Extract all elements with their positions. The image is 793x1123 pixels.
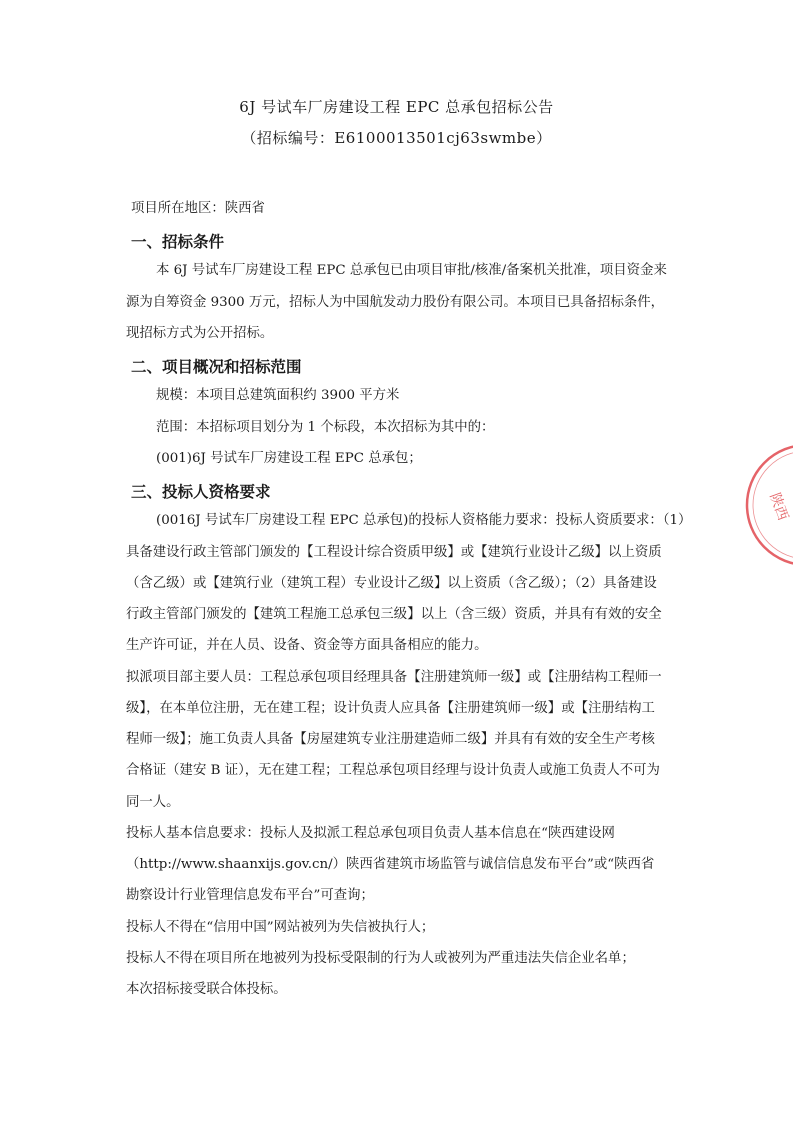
- bid-number: （招标编号：E6100013501cj63swmbe）: [241, 129, 552, 147]
- paragraph-line: 范围：本招标项目划分为 1 个标段，本次招标为其中的：: [156, 420, 495, 435]
- paragraph-line: 同一人。: [126, 795, 180, 810]
- document-title: 6J 号试车厂房建设工程 EPC 总承包招标公告: [239, 98, 554, 116]
- section-heading-conditions: 一、招标条件: [131, 233, 225, 251]
- paragraph-line: 规模：本项目总建筑面积约 3900 平方米: [156, 388, 400, 403]
- paragraph-line: 勘察设计行业管理信息发布平台”可查询；: [126, 888, 374, 903]
- project-region: 项目所在地区：陕西省: [131, 201, 265, 216]
- paragraph-line: 本次招标接受联合体投标。: [126, 982, 287, 997]
- section-heading-overview: 二、项目概况和招标范围: [131, 358, 302, 376]
- section-heading-qualifications: 三、投标人资格要求: [131, 483, 271, 501]
- paragraph-line: (001)6J 号试车厂房建设工程 EPC 总承包；: [156, 451, 422, 466]
- paragraph-line: （http://www.shaanxijs.gov.cn/）陕西省建筑市场监管与诚信信息发布平台”或“陕西省: [126, 857, 655, 872]
- paragraph-line: (0016J 号试车厂房建设工程 EPC 总承包)的投标人资格能力要求：投标人资质要求：（1）: [156, 513, 692, 528]
- paragraph-line: 投标人基本信息要求：投标人及拟派工程总承包项目负责人基本信息在“陕西建设网: [126, 826, 615, 841]
- paragraph-line: 程师一级】；施工负责人具备【房屋建筑专业注册建造师二级】并具有有效的安全生产考核: [126, 732, 655, 747]
- paragraph-line: 投标人不得在项目所在地被列为投标受限制的行为人或被列为严重违法失信企业名单；: [126, 951, 635, 966]
- paragraph-line: 本 6J 号试车厂房建设工程 EPC 总承包已由项目审批/核准/备案机关批准，项目资金来: [156, 263, 667, 278]
- seal-text: 陕西: [766, 490, 791, 523]
- paragraph-line: 拟派项目部主要人员：工程总承包项目经理具备【注册建筑师一级】或【注册结构工程师一: [126, 670, 662, 685]
- paragraph-line: 生产许可证，并在人员、设备、资金等方面具备相应的能力。: [126, 638, 488, 653]
- paragraph-line: （含乙级）或【建筑行业（建筑工程）专业设计乙级】以上资质（含乙级）；（2）具备建设: [126, 576, 657, 591]
- paragraph-line: 行政主管部门颁发的【建筑工程施工总承包三级】以上（含三级）资质，并具有有效的安全: [126, 607, 662, 622]
- paragraph-line: 级】，在本单位注册，无在建工程；设计负责人应具备【注册建筑师一级】或【注册结构工: [126, 701, 655, 716]
- paragraph-line: 合格证（建安 B 证），无在建工程；工程总承包项目经理与设计负责人或施工负责人不可为: [126, 763, 660, 778]
- paragraph-line: 现招标方式为公开招标。: [126, 326, 274, 341]
- paragraph-line: 具备建设行政主管部门颁发的【工程设计综合资质甲级】或【建筑行业设计乙级】以上资质: [126, 545, 662, 560]
- seal-stamp-icon: [742, 440, 793, 570]
- paragraph-line: 源为自筹资金 9300 万元，招标人为中国航发动力股份有限公司。本项目已具备招标条件，: [126, 295, 665, 310]
- paragraph-line: 投标人不得在“信用中国”网站被列为失信被执行人；: [126, 920, 435, 935]
